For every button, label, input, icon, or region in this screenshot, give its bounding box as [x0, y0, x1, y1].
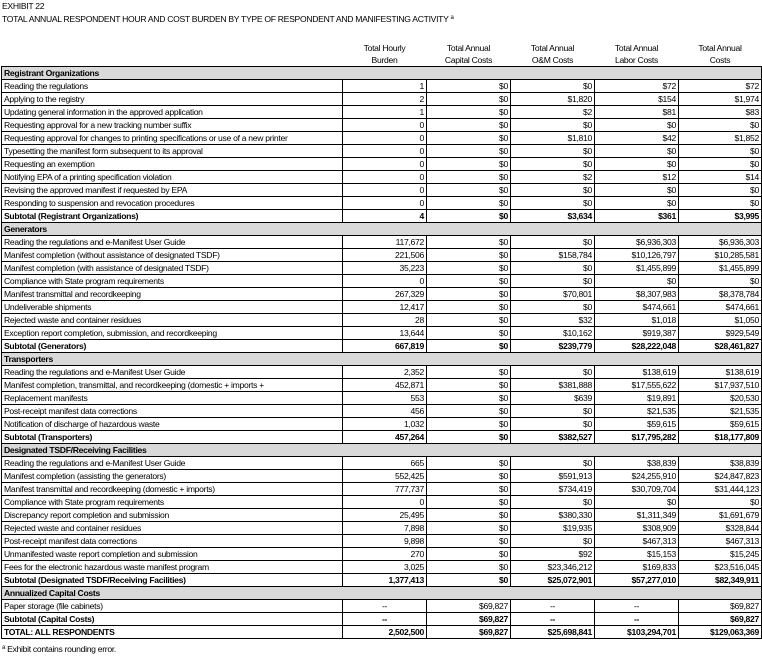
labor-costs-cell: $21,535	[595, 404, 679, 417]
row-label: Reading the regulations	[2, 79, 343, 92]
labor-costs-cell: $467,313	[595, 534, 679, 547]
table-row	[2, 560, 762, 573]
capital-costs-cell: $0	[427, 235, 511, 248]
row-label: Requesting approval for a new tracking number suffix	[2, 118, 343, 131]
total-costs-cell: $1,852	[679, 131, 762, 144]
row-label: Subtotal (Designated TSDF/Receiving Facilities)	[2, 573, 343, 586]
labor-costs-cell: $38,839	[595, 456, 679, 469]
row-label: Manifest transmittal and recordkeeping	[2, 287, 343, 300]
capital-costs-cell: $0	[427, 495, 511, 508]
header-capital-costs: Total Annual Capital Costs	[444, 42, 493, 65]
table-row	[2, 274, 762, 287]
hourly-burden-cell: 221,506	[343, 248, 427, 261]
capital-costs-cell: $0	[427, 144, 511, 157]
total-costs-cell: $8,378,784	[679, 287, 762, 300]
table-row	[2, 391, 762, 404]
row-label: Updating general information in the approved application	[2, 105, 343, 118]
om-costs-cell: $0	[511, 157, 595, 170]
hourly-burden-cell: --	[343, 612, 427, 625]
hourly-burden-cell: 0	[343, 170, 427, 183]
om-costs-cell: $734,419	[511, 482, 595, 495]
row-label: Subtotal (Registrant Organizations)	[2, 209, 343, 222]
section-header-row	[2, 443, 762, 456]
om-costs-cell: $0	[511, 456, 595, 469]
section-header-row	[2, 352, 762, 365]
table-row	[2, 157, 762, 170]
hourly-burden-cell: 457,264	[343, 430, 427, 443]
title-footnote-marker: a	[450, 15, 454, 21]
total-costs-cell: $18,177,809	[679, 430, 762, 443]
hourly-burden-cell: 452,871	[343, 378, 427, 391]
table-row	[2, 261, 762, 274]
total-costs-cell: $929,549	[679, 326, 762, 339]
capital-costs-cell: $0	[427, 534, 511, 547]
capital-costs-cell: $0	[427, 469, 511, 482]
om-costs-cell: $0	[511, 495, 595, 508]
hourly-burden-cell: 0	[343, 131, 427, 144]
hourly-burden-cell: 3,025	[343, 560, 427, 573]
table-row	[2, 495, 762, 508]
labor-costs-cell: $19,891	[595, 391, 679, 404]
labor-costs-cell: $30,709,704	[595, 482, 679, 495]
row-label: Subtotal (Generators)	[2, 339, 343, 352]
capital-costs-cell: $0	[427, 365, 511, 378]
labor-costs-cell: $0	[595, 118, 679, 131]
total-costs-cell: $1,050	[679, 313, 762, 326]
subtotal-row	[2, 209, 762, 222]
om-costs-cell: $25,698,841	[511, 625, 595, 638]
om-costs-cell: $158,784	[511, 248, 595, 261]
om-costs-cell: $382,527	[511, 430, 595, 443]
om-costs-cell: $3,634	[511, 209, 595, 222]
table-row	[2, 170, 762, 183]
table-row	[2, 521, 762, 534]
table-row	[2, 183, 762, 196]
total-costs-cell: $6,936,303	[679, 235, 762, 248]
labor-costs-cell: $154	[595, 92, 679, 105]
table-row	[2, 482, 762, 495]
hourly-burden-cell: 4	[343, 209, 427, 222]
capital-costs-cell: $0	[427, 313, 511, 326]
row-label: TOTAL: ALL RESPONDENTS	[2, 625, 343, 638]
column-header-row	[2, 39, 762, 66]
capital-costs-cell: $0	[427, 131, 511, 144]
hourly-burden-cell: 1	[343, 79, 427, 92]
capital-costs-cell: $0	[427, 183, 511, 196]
om-costs-cell: $591,913	[511, 469, 595, 482]
total-costs-cell: $23,516,045	[679, 560, 762, 573]
total-costs-cell: $17,937,510	[679, 378, 762, 391]
om-costs-cell: --	[511, 612, 595, 625]
total-costs-cell: $20,530	[679, 391, 762, 404]
row-label: Paper storage (file cabinets)	[2, 599, 343, 612]
capital-costs-cell: $0	[427, 326, 511, 339]
hourly-burden-cell: 25,495	[343, 508, 427, 521]
labor-costs-cell: $59,615	[595, 417, 679, 430]
section-label: Annualized Capital Costs	[2, 586, 762, 599]
row-label: Notifying EPA of a printing specification violation	[2, 170, 343, 183]
row-label: Requesting an exemption	[2, 157, 343, 170]
total-costs-cell: $3,995	[679, 209, 762, 222]
footnote-marker: a	[2, 645, 6, 651]
row-label: Revising the approved manifest if requested by EPA	[2, 183, 343, 196]
exhibit-title	[2, 13, 454, 24]
table-row	[2, 300, 762, 313]
capital-costs-cell: $0	[427, 248, 511, 261]
om-costs-cell: $0	[511, 274, 595, 287]
capital-costs-cell: $0	[427, 547, 511, 560]
om-costs-cell: $19,935	[511, 521, 595, 534]
labor-costs-cell: $28,222,048	[595, 339, 679, 352]
row-label: Subtotal (Transporters)	[2, 430, 343, 443]
capital-costs-cell: $0	[427, 456, 511, 469]
table-row	[2, 196, 762, 209]
row-label: Responding to suspension and revocation procedures	[2, 196, 343, 209]
total-costs-cell: $0	[679, 196, 762, 209]
om-costs-cell: $70,801	[511, 287, 595, 300]
row-label: Reading the regulations and e-Manifest User Guide	[2, 365, 343, 378]
total-costs-cell: $59,615	[679, 417, 762, 430]
table-row	[2, 456, 762, 469]
row-label: Compliance with State program requirements	[2, 495, 343, 508]
hourly-burden-cell: 0	[343, 118, 427, 131]
subtotal-row	[2, 573, 762, 586]
row-label: Subtotal (Capital Costs)	[2, 612, 343, 625]
om-costs-cell: $0	[511, 261, 595, 274]
total-costs-cell: $467,313	[679, 534, 762, 547]
total-costs-cell: $82,349,911	[679, 573, 762, 586]
labor-costs-cell: $919,387	[595, 326, 679, 339]
labor-costs-cell: $17,795,282	[595, 430, 679, 443]
labor-costs-cell: $1,455,899	[595, 261, 679, 274]
burden-table	[1, 39, 762, 639]
total-costs-cell: $0	[679, 495, 762, 508]
row-label: Replacement manifests	[2, 391, 343, 404]
labor-costs-cell: $42	[595, 131, 679, 144]
om-costs-cell: $0	[511, 417, 595, 430]
hourly-burden-cell: 665	[343, 456, 427, 469]
table-row	[2, 547, 762, 560]
labor-costs-cell: $8,307,983	[595, 287, 679, 300]
capital-costs-cell: $0	[427, 105, 511, 118]
total-costs-cell: $474,661	[679, 300, 762, 313]
total-costs-cell: $72	[679, 79, 762, 92]
om-costs-cell: $1,820	[511, 92, 595, 105]
om-costs-cell: $0	[511, 144, 595, 157]
row-label: Reading the regulations and e-Manifest User Guide	[2, 235, 343, 248]
labor-costs-cell: $0	[595, 196, 679, 209]
hourly-burden-cell: 28	[343, 313, 427, 326]
total-costs-cell: $69,827	[679, 599, 762, 612]
row-label: Undeliverable shipments	[2, 300, 343, 313]
total-costs-cell: $1,974	[679, 92, 762, 105]
capital-costs-cell: $0	[427, 521, 511, 534]
om-costs-cell: $10,162	[511, 326, 595, 339]
header-labor-costs: Total Annual Labor Costs	[614, 42, 659, 65]
om-costs-cell: $2	[511, 105, 595, 118]
hourly-burden-cell: 0	[343, 157, 427, 170]
hourly-burden-cell: 552,425	[343, 469, 427, 482]
hourly-burden-cell: 12,417	[343, 300, 427, 313]
capital-costs-cell: $0	[427, 339, 511, 352]
labor-costs-cell: $72	[595, 79, 679, 92]
hourly-burden-cell: 1,377,413	[343, 573, 427, 586]
hourly-burden-cell: 2	[343, 92, 427, 105]
row-label: Fees for the electronic hazardous waste manifest program	[2, 560, 343, 573]
labor-costs-cell: $0	[595, 274, 679, 287]
total-costs-cell: $138,619	[679, 365, 762, 378]
total-costs-cell: $1,691,679	[679, 508, 762, 521]
footnote-text: Exhibit contains rounding error.	[7, 644, 117, 654]
hourly-burden-cell: 667,819	[343, 339, 427, 352]
capital-costs-cell: $0	[427, 157, 511, 170]
hourly-burden-cell: 0	[343, 274, 427, 287]
capital-costs-cell: $0	[427, 196, 511, 209]
om-costs-cell: $0	[511, 118, 595, 131]
total-costs-cell: $21,535	[679, 404, 762, 417]
row-label: Typesetting the manifest form subsequent to its approval	[2, 144, 343, 157]
table-row	[2, 508, 762, 521]
table-row	[2, 534, 762, 547]
row-label: Applying to the registry	[2, 92, 343, 105]
table-row	[2, 287, 762, 300]
exhibit-title-text: TOTAL ANNUAL RESPONDENT HOUR AND COST BURDEN BY TYPE OF RESPONDENT AND MANIFESTING ACTIVITY	[2, 14, 449, 24]
om-costs-cell: $92	[511, 547, 595, 560]
section-header-row	[2, 586, 762, 599]
header-total-costs: Total Annual Costs	[698, 42, 742, 65]
table-row	[2, 378, 762, 391]
total-costs-cell: $28,461,827	[679, 339, 762, 352]
om-costs-cell: $380,330	[511, 508, 595, 521]
capital-costs-cell: $0	[427, 378, 511, 391]
total-costs-cell: $69,827	[679, 612, 762, 625]
total-costs-cell: $0	[679, 157, 762, 170]
om-costs-cell: $0	[511, 235, 595, 248]
total-costs-cell: $0	[679, 118, 762, 131]
subtotal-row	[2, 430, 762, 443]
table-row	[2, 131, 762, 144]
hourly-burden-cell: 7,898	[343, 521, 427, 534]
header-om-costs: Total Annual O&M Costs	[530, 42, 575, 65]
total-costs-cell: $129,063,369	[679, 625, 762, 638]
om-costs-cell: $23,346,212	[511, 560, 595, 573]
capital-costs-cell: $0	[427, 287, 511, 300]
table-row	[2, 79, 762, 92]
hourly-burden-cell: 0	[343, 196, 427, 209]
table-row	[2, 105, 762, 118]
labor-costs-cell: --	[595, 612, 679, 625]
table-row	[2, 313, 762, 326]
capital-costs-cell: $0	[427, 417, 511, 430]
row-label: Manifest completion (assisting the generators)	[2, 469, 343, 482]
total-costs-cell: $10,285,581	[679, 248, 762, 261]
labor-costs-cell: $361	[595, 209, 679, 222]
labor-costs-cell: $138,619	[595, 365, 679, 378]
om-costs-cell: $25,072,901	[511, 573, 595, 586]
capital-costs-cell: $0	[427, 404, 511, 417]
om-costs-cell: $639	[511, 391, 595, 404]
row-label: Manifest completion (with assistance of designated TSDF)	[2, 261, 343, 274]
subtotal-row	[2, 339, 762, 352]
table-row	[2, 599, 762, 612]
labor-costs-cell: $308,909	[595, 521, 679, 534]
capital-costs-cell: $0	[427, 274, 511, 287]
capital-costs-cell: $0	[427, 79, 511, 92]
total-costs-cell: $14	[679, 170, 762, 183]
labor-costs-cell: $12	[595, 170, 679, 183]
om-costs-cell: $0	[511, 196, 595, 209]
total-costs-cell: $0	[679, 144, 762, 157]
hourly-burden-cell: 553	[343, 391, 427, 404]
row-label: Post-receipt manifest data corrections	[2, 404, 343, 417]
om-costs-cell: $2	[511, 170, 595, 183]
labor-costs-cell: $0	[595, 157, 679, 170]
hourly-burden-cell: 0	[343, 495, 427, 508]
row-label: Post-receipt manifest data corrections	[2, 534, 343, 547]
total-costs-cell: $328,844	[679, 521, 762, 534]
hourly-burden-cell: 13,644	[343, 326, 427, 339]
row-label: Compliance with State program requirements	[2, 274, 343, 287]
om-costs-cell: $0	[511, 79, 595, 92]
row-label: Manifest completion, transmittal, and recordkeeping (domestic + imports +	[2, 378, 343, 391]
labor-costs-cell: $0	[595, 183, 679, 196]
labor-costs-cell: $6,936,303	[595, 235, 679, 248]
row-label: Requesting approval for changes to printing specifications or use of a new printer	[2, 131, 343, 144]
row-label: Reading the regulations and e-Manifest User Guide	[2, 456, 343, 469]
total-costs-cell: $15,245	[679, 547, 762, 560]
row-label: Exception report completion, submission, and recordkeeping	[2, 326, 343, 339]
row-label: Rejected waste and container residues	[2, 521, 343, 534]
hourly-burden-cell: 267,329	[343, 287, 427, 300]
om-costs-cell: $32	[511, 313, 595, 326]
table-row	[2, 235, 762, 248]
om-costs-cell: $0	[511, 365, 595, 378]
table-row	[2, 118, 762, 131]
footnote	[2, 643, 116, 655]
capital-costs-cell: $0	[427, 482, 511, 495]
labor-costs-cell: $103,294,701	[595, 625, 679, 638]
labor-costs-cell: $169,833	[595, 560, 679, 573]
subtotal-row	[2, 612, 762, 625]
section-label: Generators	[2, 222, 762, 235]
labor-costs-cell: $57,277,010	[595, 573, 679, 586]
om-costs-cell: $0	[511, 534, 595, 547]
om-costs-cell: $0	[511, 300, 595, 313]
om-costs-cell: $0	[511, 404, 595, 417]
om-costs-cell: $381,888	[511, 378, 595, 391]
hourly-burden-cell: 1,032	[343, 417, 427, 430]
labor-costs-cell: $0	[595, 495, 679, 508]
table-row	[2, 92, 762, 105]
section-label: Designated TSDF/Receiving Facilities	[2, 443, 762, 456]
labor-costs-cell: $10,126,797	[595, 248, 679, 261]
capital-costs-cell: $0	[427, 508, 511, 521]
labor-costs-cell: $0	[595, 144, 679, 157]
table-row	[2, 404, 762, 417]
hourly-burden-cell: 0	[343, 183, 427, 196]
total-costs-cell: $0	[679, 274, 762, 287]
row-label: Manifest transmittal and recordkeeping (domestic + imports)	[2, 482, 343, 495]
capital-costs-cell: $69,827	[427, 612, 511, 625]
labor-costs-cell: $24,255,910	[595, 469, 679, 482]
capital-costs-cell: $0	[427, 573, 511, 586]
om-costs-cell: $1,810	[511, 131, 595, 144]
section-header-row	[2, 66, 762, 79]
hourly-burden-cell: 1	[343, 105, 427, 118]
table-row	[2, 248, 762, 261]
hourly-burden-cell: 0	[343, 144, 427, 157]
table-row	[2, 326, 762, 339]
capital-costs-cell: $0	[427, 118, 511, 131]
row-label: Unmanifested waste report completion and submission	[2, 547, 343, 560]
capital-costs-cell: $0	[427, 261, 511, 274]
labor-costs-cell: $17,555,622	[595, 378, 679, 391]
table-row	[2, 144, 762, 157]
table-row	[2, 365, 762, 378]
hourly-burden-cell: 2,352	[343, 365, 427, 378]
labor-costs-cell: $1,018	[595, 313, 679, 326]
capital-costs-cell: $0	[427, 170, 511, 183]
row-label: Discrepancy report completion and submission	[2, 508, 343, 521]
capital-costs-cell: $0	[427, 209, 511, 222]
hourly-burden-cell: 456	[343, 404, 427, 417]
hourly-burden-cell: 117,672	[343, 235, 427, 248]
labor-costs-cell: $474,661	[595, 300, 679, 313]
total-costs-cell: $31,444,123	[679, 482, 762, 495]
capital-costs-cell: $0	[427, 560, 511, 573]
exhibit-number: EXHIBIT 22	[2, 1, 45, 11]
row-label: Manifest completion (without assistance of designated TSDF)	[2, 248, 343, 261]
section-header-row	[2, 222, 762, 235]
om-costs-cell: --	[511, 599, 595, 612]
capital-costs-cell: $0	[427, 430, 511, 443]
row-label: Notification of discharge of hazardous waste	[2, 417, 343, 430]
table-body	[2, 66, 762, 638]
hourly-burden-cell: 270	[343, 547, 427, 560]
total-costs-cell: $83	[679, 105, 762, 118]
labor-costs-cell: $15,153	[595, 547, 679, 560]
om-costs-cell: $239,779	[511, 339, 595, 352]
hourly-burden-cell: 777,737	[343, 482, 427, 495]
header-hourly-burden: Total Hourly Burden	[363, 42, 406, 65]
hourly-burden-cell: 2,502,500	[343, 625, 427, 638]
total-costs-cell: $24,847,823	[679, 469, 762, 482]
capital-costs-cell: $0	[427, 300, 511, 313]
capital-costs-cell: $0	[427, 92, 511, 105]
table-row	[2, 469, 762, 482]
section-label: Registrant Organizations	[2, 66, 762, 79]
total-costs-cell: $0	[679, 183, 762, 196]
capital-costs-cell: $69,827	[427, 625, 511, 638]
grand-total-row	[2, 625, 762, 638]
hourly-burden-cell: --	[343, 599, 427, 612]
section-label: Transporters	[2, 352, 762, 365]
om-costs-cell: $0	[511, 183, 595, 196]
header-activity	[2, 39, 343, 66]
capital-costs-cell: $0	[427, 391, 511, 404]
capital-costs-cell: $69,827	[427, 599, 511, 612]
total-costs-cell: $1,455,899	[679, 261, 762, 274]
total-costs-cell: $38,839	[679, 456, 762, 469]
hourly-burden-cell: 35,223	[343, 261, 427, 274]
labor-costs-cell: $1,311,349	[595, 508, 679, 521]
table-row	[2, 417, 762, 430]
row-label: Rejected waste and container residues	[2, 313, 343, 326]
labor-costs-cell: --	[595, 599, 679, 612]
labor-costs-cell: $81	[595, 105, 679, 118]
hourly-burden-cell: 9,898	[343, 534, 427, 547]
